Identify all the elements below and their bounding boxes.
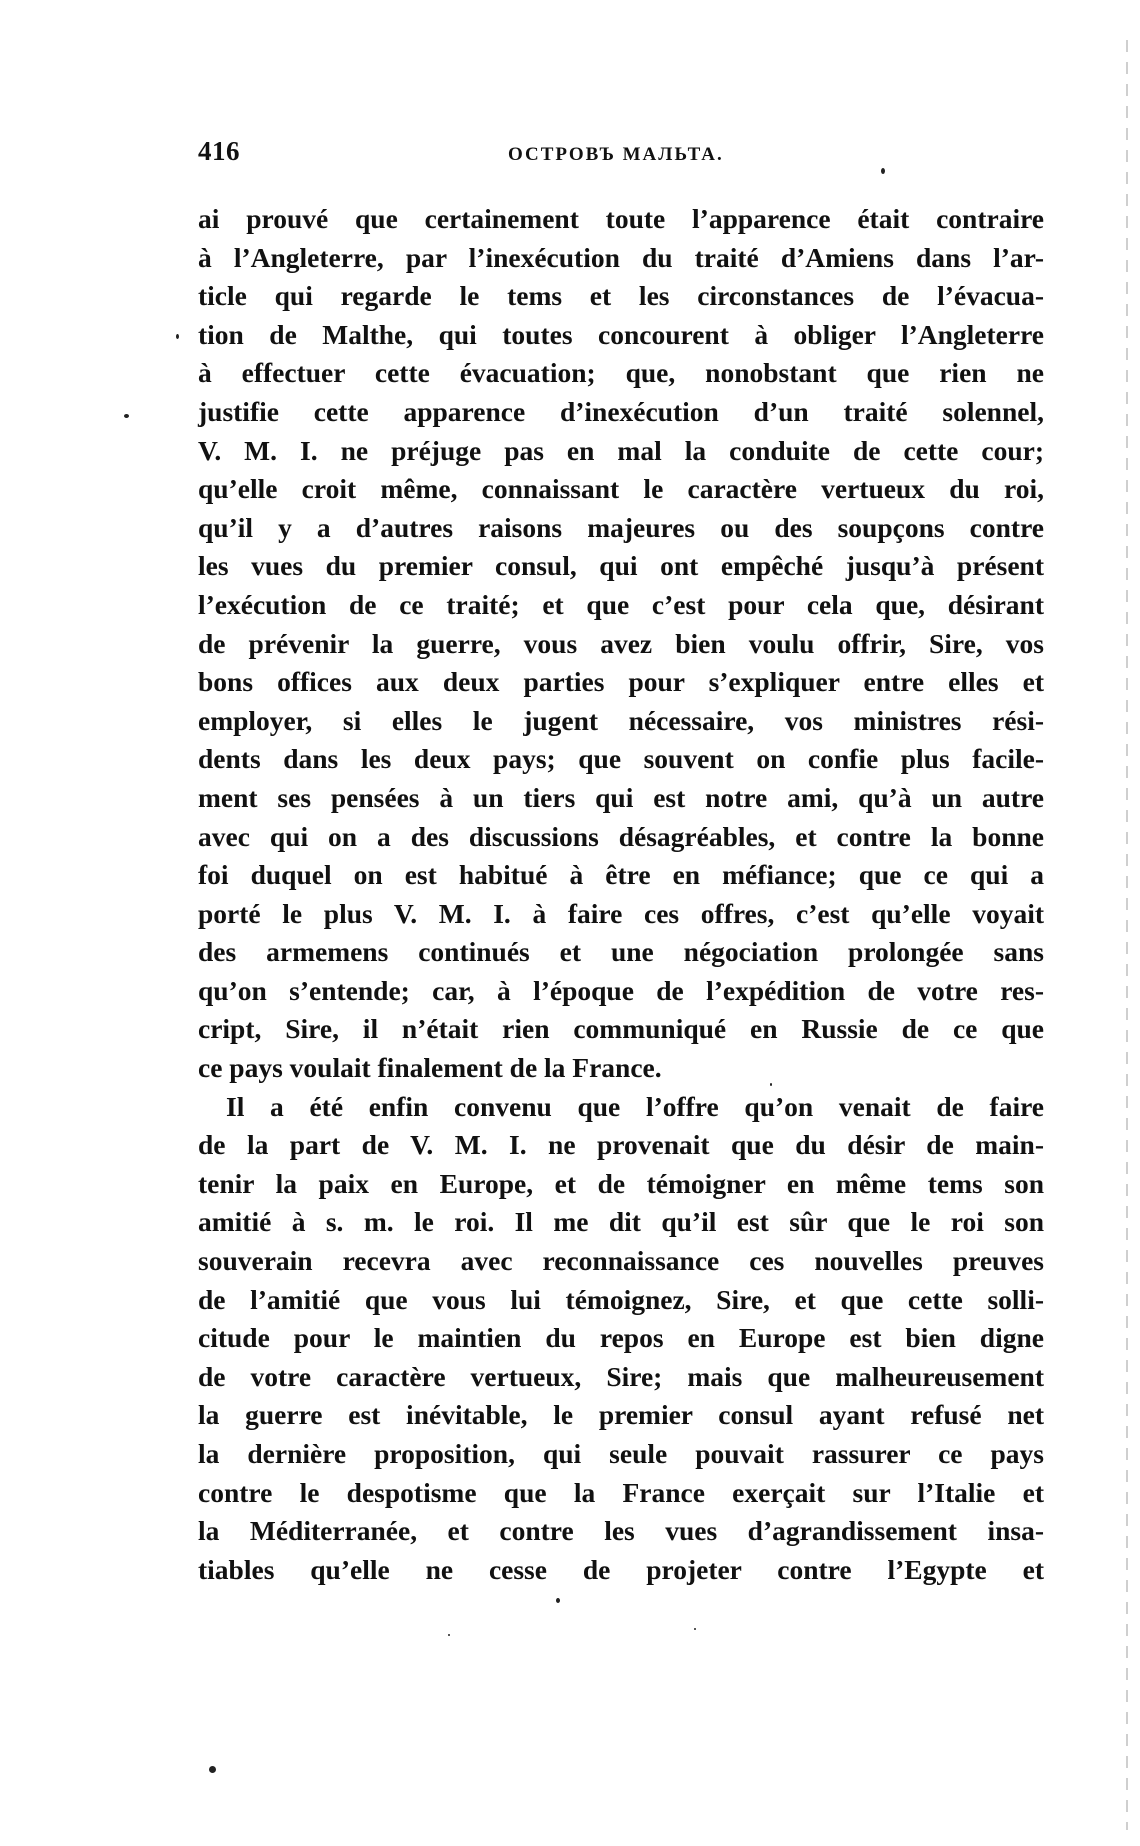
text-line: qu’on s’entende; car, à l’époque de l’expédition de votre res- <box>198 974 1044 1006</box>
paragraph-end-line: ce pays voulait finalement de la France. <box>198 1052 662 1084</box>
text-line: à effectuer cette évacuation; que, nonobstant que rien ne <box>198 357 1044 389</box>
ink-speck <box>770 1083 772 1086</box>
text-line: qu’il y a d’autres raisons majeures ou des soupçons contre <box>198 511 1044 543</box>
text-line: bons offices aux deux parties pour s’expliquer entre elles et <box>198 666 1044 698</box>
text-line: dents dans les deux pays; que souvent on confie plus facile- <box>198 743 1044 775</box>
text-line: cript, Sire, il n’était rien communiqué en Russie de ce que <box>198 1013 1044 1045</box>
text-line: citude pour le maintien du repos en Europe est bien digne <box>198 1322 1044 1354</box>
ink-speck <box>124 414 129 418</box>
ink-speck <box>176 334 179 339</box>
text-line: amitié à s. m. le roi. Il me dit qu’il est sûr que le roi son <box>198 1206 1044 1238</box>
text-line: tion de Malthe, qui toutes concourent à obliger l’Angleterre <box>198 318 1044 350</box>
text-line: ment ses pensées à un tiers qui est notre ami, qu’à un autre <box>198 781 1044 813</box>
ink-speck <box>881 168 885 174</box>
page-edge-rule <box>1126 40 1128 1830</box>
text-line: ticle qui regarde le tems et les circonstances de l’évacua- <box>198 280 1044 312</box>
text-line: la dernière proposition, qui seule pouvait rassurer ce pays <box>198 1438 1044 1469</box>
text-line: la Méditerranée, et contre les vues d’agrandissement insa- <box>198 1515 1044 1547</box>
text-line: contre le despotisme que la France exerçait sur l’Italie et <box>198 1476 1044 1508</box>
text-line: la guerre est inévitable, le premier consul ayant refusé net <box>198 1399 1044 1431</box>
text-line: V. M. I. ne préjuge pas en mal la conduite de cette cour; <box>198 434 1044 466</box>
paragraph-start-line: Il a été enfin convenu que l’offre qu’on venait de faire <box>226 1090 1044 1122</box>
ink-speck <box>694 1628 696 1630</box>
text-line: souverain recevra avec reconnaissance ces nouvelles preuves <box>198 1245 1044 1277</box>
text-line: des armemens continués et une négociation prolongée sans <box>198 936 1044 968</box>
text-line: l’exécution de ce traité; et que c’est pour cela que, désirant <box>198 588 1044 620</box>
text-line: porté le plus V. M. I. à faire ces offres, c’est qu’elle voyait <box>198 897 1044 929</box>
text-line: de la part de V. M. I. ne provenait que du désir de main- <box>198 1129 1044 1161</box>
text-line: tiables qu’elle ne cesse de projeter contre l’Egypte et <box>198 1553 1044 1585</box>
ink-speck <box>556 1598 560 1603</box>
text-line: avec qui on a des discussions désagréables, et contre la bonne <box>198 820 1044 852</box>
text-line: de l’amitié que vous lui témoignez, Sire, et que cette solli- <box>198 1283 1044 1315</box>
page-header <box>198 136 1086 176</box>
text-line: de prévenir la guerre, vous avez bien voulu offrir, Sire, vos <box>198 627 1044 659</box>
body-text <box>198 200 1044 1589</box>
page-number: 416 <box>198 136 240 166</box>
ink-speck <box>209 1766 216 1773</box>
text-line: de votre caractère vertueux, Sire; mais que malheureusement <box>198 1360 1044 1392</box>
text-line: justifie cette apparence d’inexécution d’un traité solennel, <box>198 395 1044 427</box>
text-line: employer, si elles le jugent nécessaire, vos ministres rési- <box>198 704 1044 736</box>
text-line: qu’elle croit même, connaissant le caractère vertueux du roi, <box>198 473 1044 505</box>
text-line: foi duquel on est habitué à être en méfiance; que ce qui a <box>198 859 1044 891</box>
ink-speck <box>448 1634 450 1636</box>
text-line: tenir la paix en Europe, et de témoigner en même tems son <box>198 1167 1044 1199</box>
text-line: les vues du premier consul, qui ont empêché jusqu’à présent <box>198 550 1044 582</box>
text-line: ai prouvé que certainement toute l’apparence était contraire <box>198 203 1044 234</box>
text-line: à l’Angleterre, par l’inexécution du traité d’Amiens dans l’ar- <box>198 241 1044 273</box>
running-title: ОСТРОВЪ МАЛЬТА. <box>508 144 724 165</box>
